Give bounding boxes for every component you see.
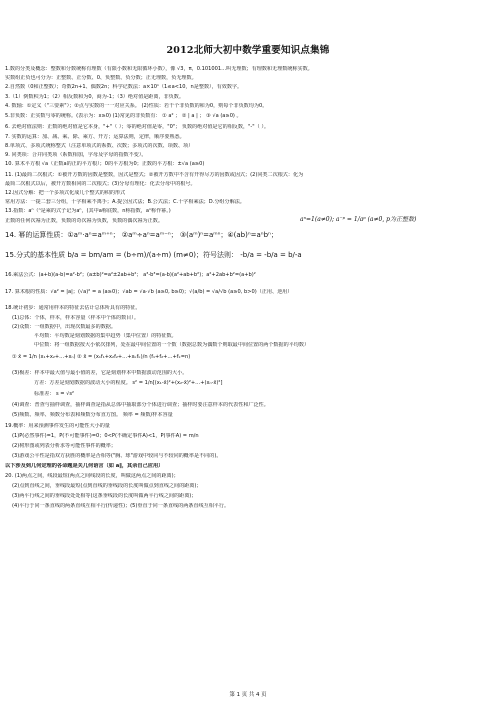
text-line: 17. 算术根的性质：√a² = |a|；(√a)² = a (a≥0)；√ab = √a·√b (a≥0, b≥0)；√(a/b) = √a/√b (a≥0, b>0)（正用、逆用） bbox=[5, 289, 293, 295]
text-line: 4. 数轴：①定义（"三要素"）；②点与实数的一一对应关系。 (2)性质：若干个非负数的和为0，则每个非负数均为0。 bbox=[5, 103, 268, 109]
text-line: 15.分式的基本性质 b/a = bm/am = (b÷m)/(a÷m) (m≠0)；符号法则： -b/a = -b/a = b/-a bbox=[5, 251, 302, 259]
text-line: (2)点到直线之间，垂线段最短(点到直线的垂线段的长度叫做点到直线之间的距离)； bbox=[12, 483, 202, 489]
text-line: 9. 同类项：合并同类项（系数相加，字母及字母的指数不变）。 bbox=[5, 152, 147, 158]
text-line: 13.指数：aⁿ（ⁿ是乘的式子记为aⁿ，(其中a称底数，n称指数，aⁿ称作幂。) bbox=[5, 208, 171, 214]
text-line: 12.因式分解：把一个多项式化成几个整式的积的形式 bbox=[5, 190, 126, 196]
text-line: 20. (1)两点之间，线段最短(两点之间线段的长度，叫做这两点之间的距离)； bbox=[5, 473, 179, 479]
text-line: 实数组正负也可分为：正整数、正分数、0、负整数、负分数；正无理数，负无理数。 bbox=[5, 75, 197, 81]
text-line: (2)众数：一组数据中，出现次数最多的数据。 bbox=[12, 324, 116, 330]
text-line: 1.数的分类及概念：整数和分数统称有理数（有限小数和无限循环小数），像 √3，π，0.101001…叫无理数；有理数和无理数统称实数。 bbox=[5, 66, 313, 72]
text-line: 16.乘法公式：(a+b)(a-b)=a²-b²；(a±b)²=a²±2ab+b²； a³-b³=(a-b)(a²+ab+b²)；a²+2ab+b²=(a+b)² bbox=[5, 272, 256, 278]
text-line: 平均数：平均数是刻划数据的集中趋势（集中位置）的特征数。 bbox=[34, 333, 177, 339]
section-heading: 以下涉及到几何定理的各命题是关几何语言（如 a∥，其余自己应用） bbox=[5, 463, 164, 469]
text-line: 标准差： s = √s² bbox=[34, 391, 75, 397]
text-line: 19.概率：用来预测事件发生的可能性大小的量 bbox=[5, 423, 110, 429]
text-line: 2.自然数（0和正整数）；奇数2n+1、偶数2n；科学记数法：a×10ⁿ（1≤a<10，n是整数），有效数字。 bbox=[5, 84, 243, 90]
text-line: 最简二次根式以后，被开方数相同的二次根式；(3)分母有理化：化去分母中的根号。 bbox=[5, 181, 196, 187]
text-line: (3)两平行线之间的垂线段处处相等(这条垂线段的长度叫做两平行线之间的距离)； bbox=[12, 493, 197, 499]
text-line: 正数的任何次幂为正数，负数的奇次幂为负数，负数的偶次幂为正数。 bbox=[5, 218, 163, 224]
text-line: (1)P(必然事件)=1，P(不可能事件)=0；0<P(不确定事件A)<1，P(事件A) = m/n bbox=[12, 433, 199, 439]
text-line: 6. 去绝对值法则：正数的绝对值是它本身，"+"（ ）；零的绝对值是零，"0"； 负数的绝对值是它的相反数，"-"（ ）。 bbox=[5, 124, 269, 130]
text-line: (3)游戏公平性是指双方获胜的概率是否相等("胸、球"游戏中较同与不较同的概率是不同的)。 bbox=[12, 453, 222, 459]
text-line: (1)总体：个体，样本，样本容量（样本中个体的数目）。 bbox=[12, 315, 139, 321]
text-line: ① x̄ = 1/n (x₁+x₂+…+xₙ) ② x̄ = (x₁f₁+x₂f₂+…+xₖfₖ)/n (f₁+f₂+…+fₖ=n) bbox=[12, 354, 191, 360]
text-line: 方差：方差是刻划数据的波动大小的程度。 s² = 1/n[(x₁-x̄)²+(x₂-x̄)²+…+(xₙ-x̄)²] bbox=[34, 380, 223, 386]
text-line: (4)调查：普查与抽样调查，抽样调查是指从总体中抽取部分个体进行调查；抽样时要注意样本的代表性和广泛性。 bbox=[12, 402, 269, 408]
text-line: 14. 幂的运算性质：①aᵐ·aⁿ=aᵐ⁺ⁿ； ②aᵐ÷aⁿ=aᵐ⁻ⁿ； ③(aᵐ)ⁿ=aᵐⁿ；④(ab)ⁿ=aⁿbⁿ； bbox=[5, 231, 278, 239]
document-title: 2012北师大初中数学重要知识点集锦 bbox=[166, 45, 330, 56]
text-line: (2)树形图或列表分析求等可能性事件的概率； bbox=[12, 443, 116, 449]
text-line: 7. 实数的运算：加、减、乘、除、乘方、开方；运算法则，定律，顺序要熟悉。 bbox=[5, 134, 185, 140]
page-footer: 第 1 页 共 4 页 bbox=[229, 692, 267, 698]
text-line: 11. (1)最简二次根式：①被开方数的因数是整数，因式是整式；②被开方数中不含有开得尽方的因数或因式；(2)同类二次根式：化为 bbox=[5, 172, 304, 178]
text-line: 18.统计初步：通常用样本的特征去估计总体所具有的特征。 bbox=[5, 305, 141, 311]
text-line: 3.（1）倒数积为1；（2）相反数和为0，商为-1；（3）绝对值是距离，非负数。 bbox=[5, 94, 184, 100]
text-line: 8.单项式、多项式统称整式（注意单项式的系数、次数；多项式的次数、项数、项） bbox=[5, 143, 194, 149]
text-line: 10. 算术平方根 √a（正数a的正的平方根）；0的平方根为0；正数的平方根：±√a (a≥0) bbox=[5, 161, 205, 167]
text-line: 5.非负数：正实数与零的统称。(表示为：x≥0) (1)常见的非负数有： ① a² ； ② | a | ； ③ √a (a≥0) 。 bbox=[5, 113, 242, 119]
text-line: (4)平行于同一条直线的两条直线互相平行(传递性)；(5)垂直于同一条直线的两条直线互相平行。 bbox=[12, 503, 230, 509]
text-line: 中位数：将一组数据按大小依次排列，处在最中间位置的一个数（数据总数为偶数个则取最中间位置的两个数据的平均数） bbox=[34, 342, 310, 348]
power-formula: aⁿ=1(a≠0); a⁻ᵖ = 1/aᵖ (a≠0, p为正整数) bbox=[300, 216, 417, 223]
text-line: (3)极差：样本中最大值与最小值的差，它是刻划样本中数据波动范围的大小。 bbox=[12, 370, 188, 376]
text-line: (5)频数、频率、频数分布表和频数分布直方图。 频率 = 频数/样本容量 bbox=[12, 412, 173, 418]
text-line: 常用方法：一提二套三分组，十字相乘不离手；A.提公因式法；B.公式法；C.十字相乘法；D.分组分解法。 bbox=[5, 199, 245, 205]
